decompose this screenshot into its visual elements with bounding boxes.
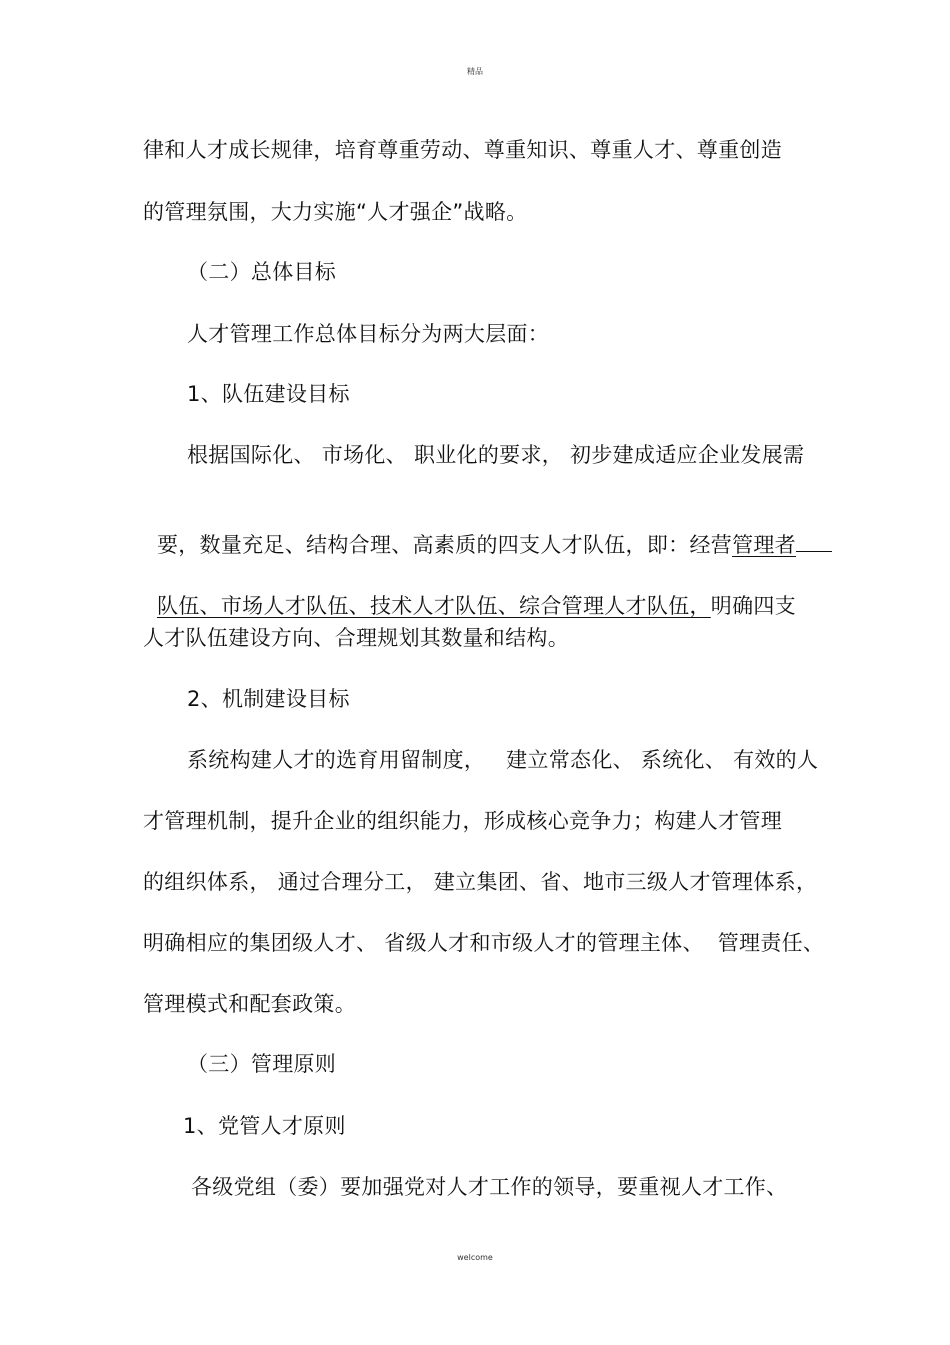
paragraph-line: 人才管理工作总体目标分为两大层面：	[187, 322, 550, 346]
paragraph-line: 才管理机制，提升企业的组织能力，形成核心竞争力；构建人才管理	[143, 809, 782, 833]
subsection-heading: 1、党管人才原则	[183, 1114, 346, 1138]
paragraph-line: 管理模式和配套政策。	[143, 992, 356, 1016]
paragraph-line: 明确相应的集团级人才、 省级人才和市级人才的管理主体、 管理责任、	[143, 931, 825, 955]
paragraph-line: 根据国际化、 市场化、 职业化的要求， 初步建成适应企业发展需	[187, 443, 805, 467]
line-text: 明确四支	[710, 594, 796, 618]
line-text: 要，数量充足、结构合理、高素质的四支人才队伍，即：经营	[156, 533, 733, 557]
underline-blank	[796, 531, 832, 552]
subsection-heading: 2、机制建设目标	[187, 687, 350, 711]
underlined-text: 队伍、市场人才队伍、技术人才队伍、综合管理人才队伍，	[156, 594, 711, 618]
paragraph-line: 律和人才成长规律，培育尊重劳动、尊重知识、尊重人才、尊重创造	[143, 138, 782, 162]
paragraph-line: 人才队伍建设方向、合理规划其数量和结构。	[143, 626, 569, 650]
paragraph-line: 的管理氛围，大力实施“人才强企”战略。	[143, 200, 528, 224]
page-header: 精品	[467, 67, 483, 76]
paragraph-line: 各级党组（委）要加强党对人才工作的领导，要重视人才工作、	[191, 1175, 788, 1199]
section-heading: （二）总体目标	[187, 260, 337, 284]
paragraph-line: 的组织体系， 通过合理分工， 建立集团、省、地市三级人才管理体系，	[143, 870, 818, 894]
paragraph-line	[143, 564, 796, 620]
subsection-heading: 1、队伍建设目标	[187, 382, 350, 406]
page-footer: welcome	[457, 1253, 493, 1262]
paragraph-line: 系统构建人才的选育用留制度， 建立常态化、 系统化、 有效的人	[187, 748, 819, 772]
paragraph-line	[143, 503, 832, 559]
section-heading: （三）管理原则	[187, 1052, 337, 1076]
underlined-text: 管理者	[732, 533, 796, 557]
